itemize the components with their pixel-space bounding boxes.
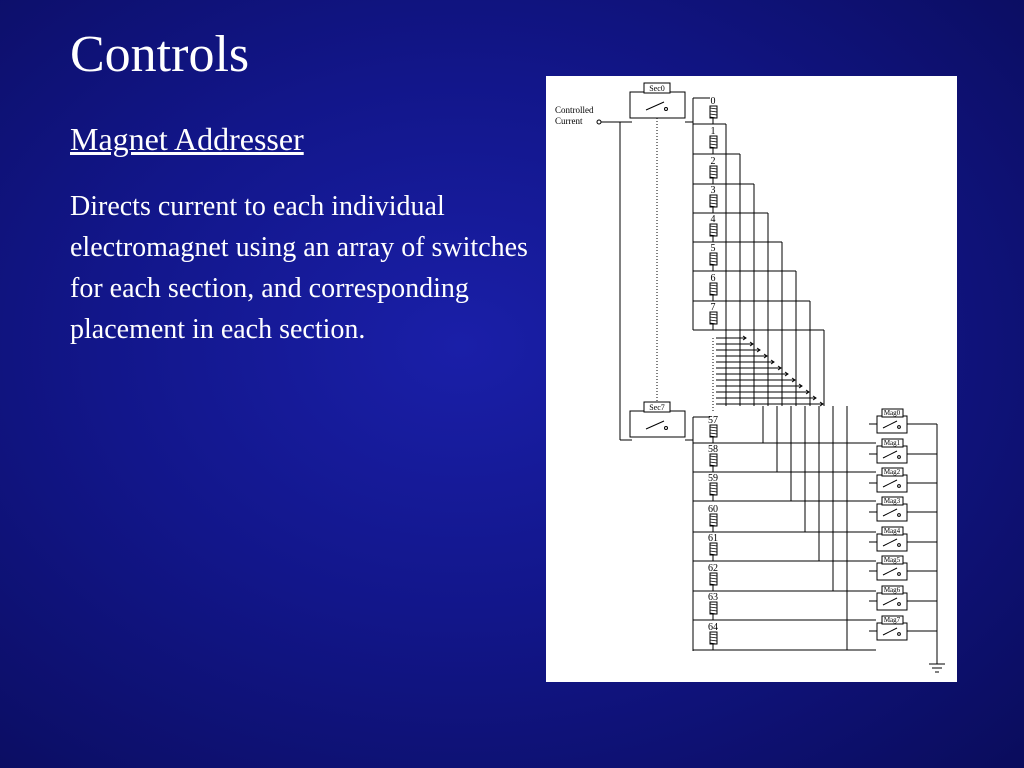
coil-2: [710, 156, 717, 178]
svg-text:61: 61: [708, 533, 718, 544]
coil-3: [710, 185, 717, 207]
svg-text:Mag4: Mag4: [883, 527, 901, 535]
mag-switch-mag5: [877, 556, 907, 580]
svg-text:Mag7: Mag7: [883, 616, 901, 624]
coil-4: [710, 214, 717, 236]
svg-text:0: 0: [710, 96, 716, 107]
coil-1: [710, 126, 717, 148]
svg-text:63: 63: [708, 592, 718, 603]
slide-title: Controls: [70, 26, 250, 83]
coil-5: [710, 243, 717, 265]
circuit-diagram: [546, 76, 957, 682]
coil-59: [708, 473, 718, 495]
input-label-line2: Current: [555, 116, 583, 126]
svg-text:64: 64: [708, 622, 718, 633]
section-switch-sec7: [630, 402, 685, 437]
coil-60: [708, 504, 718, 526]
circuit-svg: [546, 76, 957, 682]
svg-text:4: 4: [710, 214, 716, 225]
svg-text:Mag6: Mag6: [883, 586, 901, 594]
mag-switch-mag3: [877, 497, 907, 521]
svg-text:59: 59: [708, 473, 718, 484]
coil-64: [708, 622, 718, 644]
mag-switch-mag2: [877, 468, 907, 492]
svg-text:1: 1: [710, 126, 716, 137]
coil-57: [708, 415, 718, 437]
svg-text:57: 57: [708, 415, 718, 426]
coil-63: [708, 592, 718, 614]
svg-text:62: 62: [708, 563, 718, 574]
svg-text:7: 7: [710, 302, 716, 313]
mag-switch-mag1: [877, 439, 907, 463]
svg-text:Sec7: Sec7: [649, 403, 665, 412]
svg-text:2: 2: [710, 156, 716, 167]
svg-text:6: 6: [710, 273, 716, 284]
svg-text:3: 3: [710, 185, 716, 196]
mag-switch-mag0: [877, 409, 907, 433]
input-terminal-icon: [597, 120, 601, 124]
input-label-line1: Controlled: [555, 105, 594, 115]
coil-62: [708, 563, 718, 585]
ground-icon: [929, 656, 945, 672]
slide-subtitle: Magnet Addresser: [70, 121, 304, 157]
mag-switch-mag7: [877, 616, 907, 640]
svg-text:60: 60: [708, 504, 718, 515]
slide-body-text: Directs current to each individual electromagnet using an array of switches for each section, and corresponding placement in each section.: [70, 191, 528, 345]
section-switch-sec0: [630, 83, 685, 118]
svg-text:Mag0: Mag0: [883, 409, 901, 417]
mag-switch-mag6: [877, 586, 907, 610]
coil-0: [710, 96, 717, 118]
svg-text:Sec0: Sec0: [649, 84, 665, 93]
coil-61: [708, 533, 718, 555]
svg-text:Mag2: Mag2: [883, 468, 901, 476]
svg-text:Mag1: Mag1: [883, 439, 901, 447]
svg-text:5: 5: [710, 243, 716, 254]
svg-text:Mag5: Mag5: [883, 556, 901, 564]
coil-7: [710, 302, 717, 324]
coil-6: [710, 273, 717, 295]
svg-text:58: 58: [708, 444, 718, 455]
coil-58: [708, 444, 718, 466]
mag-switch-mag4: [877, 527, 907, 551]
svg-text:Mag3: Mag3: [883, 497, 901, 505]
